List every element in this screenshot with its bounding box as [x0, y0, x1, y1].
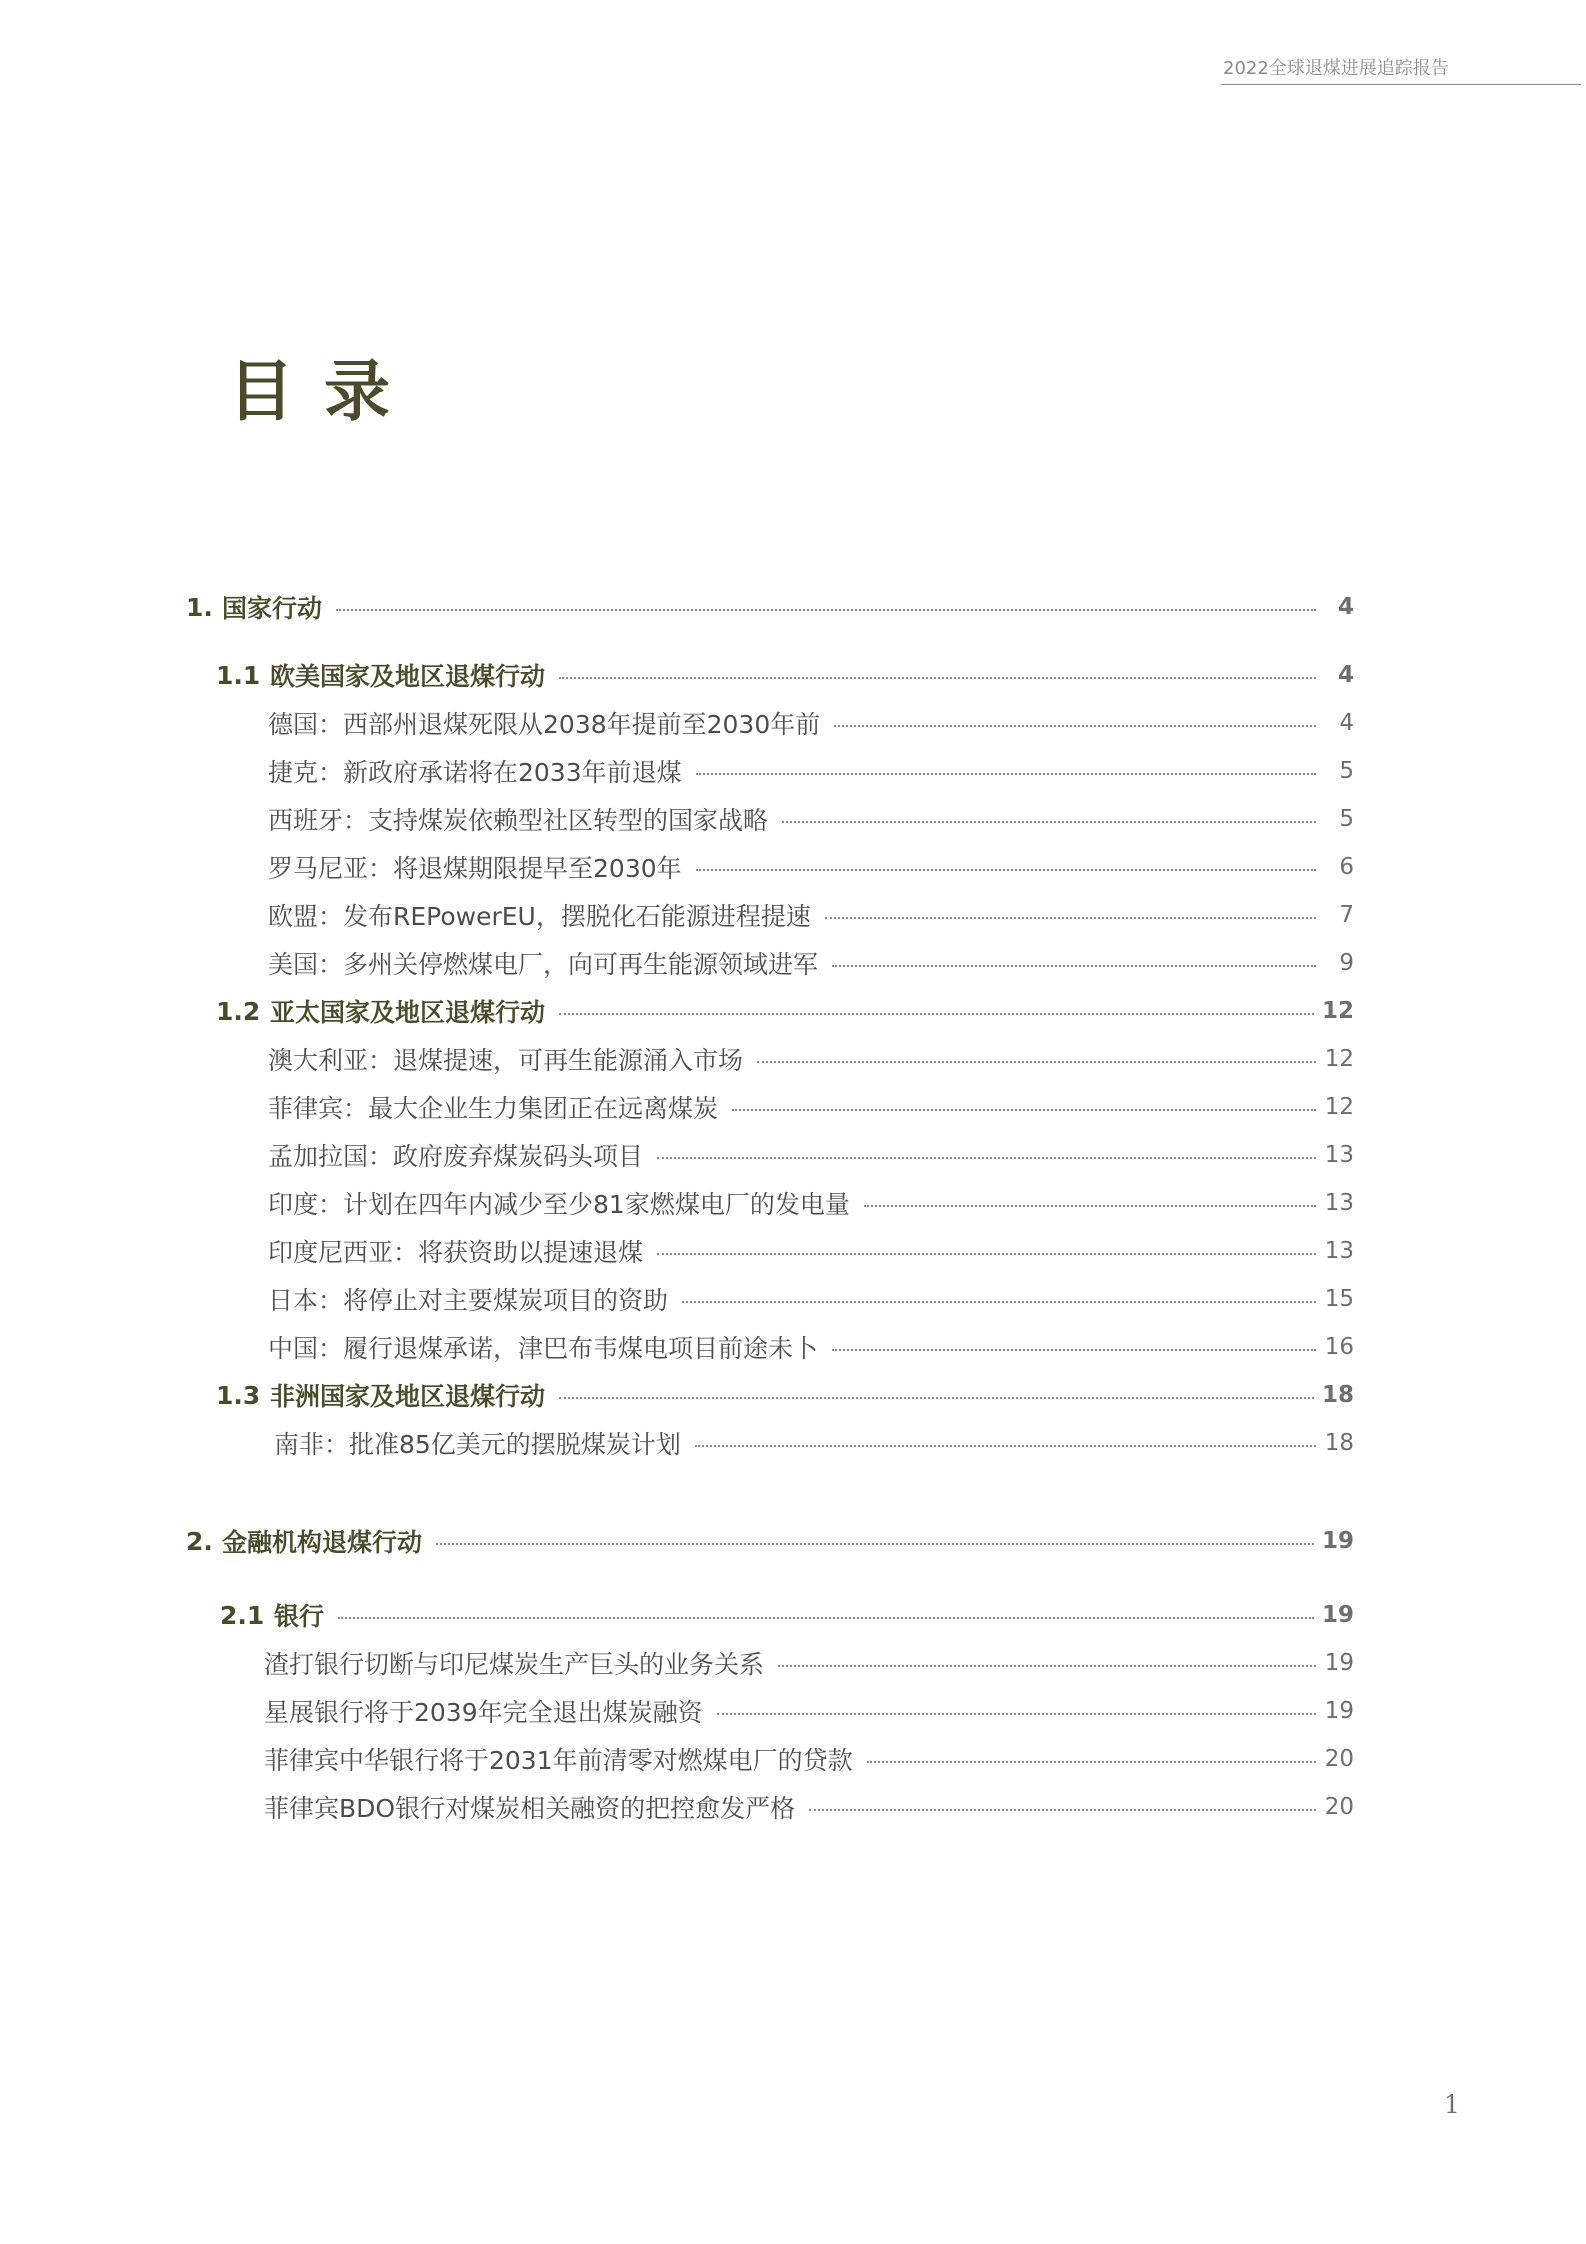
dot-leader [732, 1109, 1316, 1111]
dot-leader [825, 917, 1316, 919]
item-title: 日本：将停止对主要煤炭项目的资助 [268, 1286, 669, 1315]
page-ref: 6 [1339, 854, 1354, 880]
toc-entry-item[interactable] [268, 1231, 1354, 1271]
dot-leader [559, 677, 1316, 679]
item-title: 欧盟：发布REPowerEU，摆脱化石能源进程提速 [268, 902, 811, 931]
dot-leader [436, 1543, 1314, 1545]
item-title: 星展银行将于2039年完全退出煤炭融资 [264, 1698, 703, 1727]
toc-entry-subsection-1-3[interactable] [216, 1375, 1354, 1415]
page-ref: 4 [1337, 662, 1354, 688]
item-title: 澳大利亚：退煤提速，可再生能源涌入市场 [268, 1046, 744, 1075]
dot-leader [336, 609, 1316, 611]
dot-leader [832, 965, 1316, 967]
subsection-title: 银行 [274, 1602, 325, 1631]
subsection-number: 2.1 [220, 1600, 265, 1630]
page-ref: 5 [1339, 758, 1354, 784]
page-ref: 12 [1324, 1046, 1354, 1072]
dot-leader [864, 1205, 1316, 1207]
toc-entry-item[interactable] [268, 799, 1354, 839]
toc-entry-subsection-1-1[interactable] [216, 655, 1354, 695]
toc-entry-subsection-1-2[interactable] [216, 991, 1354, 1031]
dot-leader [682, 1301, 1316, 1303]
section-number: 2. [186, 1526, 213, 1556]
dot-leader [559, 1397, 1314, 1399]
toc-entry-item[interactable] [274, 1423, 1354, 1463]
page-ref: 4 [1339, 710, 1354, 736]
toc-heading: 目录 [228, 353, 420, 430]
page-ref: 12 [1321, 998, 1354, 1024]
page-ref: 16 [1324, 1334, 1354, 1360]
dot-leader [338, 1617, 1314, 1619]
toc-entry-item[interactable] [268, 1183, 1354, 1223]
item-title: 菲律宾：最大企业生力集团正在远离煤炭 [268, 1094, 719, 1123]
toc-entry-subsection-2-1[interactable] [220, 1595, 1354, 1635]
section-title: 国家行动 [222, 594, 323, 623]
page-ref: 5 [1339, 806, 1354, 832]
dot-leader [696, 869, 1316, 871]
dot-leader [657, 1253, 1316, 1255]
toc-entry-item[interactable] [268, 943, 1354, 983]
item-title: 德国：西部州退煤死限从2038年提前至2030年前 [268, 710, 821, 739]
section-number: 1. [186, 592, 213, 622]
dot-leader [757, 1061, 1316, 1063]
page-number: 1 [1444, 2090, 1460, 2119]
dot-leader [696, 773, 1316, 775]
dot-leader [782, 821, 1316, 823]
toc-entry-section-1[interactable] [186, 587, 1354, 627]
subsection-title: 欧美国家及地区退煤行动 [270, 662, 546, 691]
toc-entry-item[interactable] [268, 1039, 1354, 1079]
dot-leader [834, 725, 1316, 727]
page-ref: 4 [1337, 594, 1354, 620]
page-ref: 20 [1324, 1794, 1354, 1820]
page-ref: 15 [1324, 1286, 1354, 1312]
toc-entry-item[interactable] [264, 1643, 1354, 1683]
page-ref: 18 [1321, 1382, 1354, 1408]
page-ref: 7 [1339, 902, 1354, 928]
dot-leader [778, 1665, 1316, 1667]
toc-entry-item[interactable] [268, 895, 1354, 935]
toc-entry-section-2[interactable] [186, 1521, 1354, 1561]
page-ref: 13 [1324, 1190, 1354, 1216]
page-ref: 12 [1324, 1094, 1354, 1120]
item-title: 印度尼西亚：将获资助以提速退煤 [268, 1238, 644, 1267]
page-ref: 13 [1324, 1142, 1354, 1168]
page-ref: 19 [1324, 1698, 1354, 1724]
item-title: 菲律宾中华银行将于2031年前清零对燃煤电厂的贷款 [264, 1746, 853, 1775]
toc-entry-item[interactable] [268, 703, 1354, 743]
page-ref: 18 [1324, 1430, 1354, 1456]
toc-entry-item[interactable] [268, 1135, 1354, 1175]
dot-leader [559, 1013, 1314, 1015]
subsection-number: 1.3 [216, 1380, 261, 1410]
item-title: 渣打银行切断与印尼煤炭生产巨头的业务关系 [264, 1650, 765, 1679]
subsection-title: 亚太国家及地区退煤行动 [270, 998, 546, 1027]
page-ref: 19 [1324, 1650, 1354, 1676]
toc-entry-item[interactable] [264, 1739, 1354, 1779]
toc-entry-item[interactable] [268, 1327, 1354, 1367]
dot-leader [657, 1157, 1316, 1159]
toc-entry-item[interactable] [264, 1691, 1354, 1731]
item-title: 印度：计划在四年内减少至少81家燃煤电厂的发电量 [268, 1190, 850, 1219]
page-ref: 19 [1321, 1528, 1354, 1554]
page-ref: 13 [1324, 1238, 1354, 1264]
report-title: 2022全球退煤进展追踪报告 [1223, 58, 1449, 79]
subsection-title: 非洲国家及地区退煤行动 [270, 1382, 546, 1411]
item-title: 孟加拉国：政府废弃煤炭码头项目 [268, 1142, 644, 1171]
item-title: 南非：批准85亿美元的摆脱煤炭计划 [274, 1430, 681, 1459]
item-title: 美国：多州关停燃煤电厂，向可再生能源领域进军 [268, 950, 819, 979]
subsection-number: 1.1 [216, 660, 261, 690]
item-title: 罗马尼亚：将退煤期限提早至2030年 [268, 854, 682, 883]
toc-entry-item[interactable] [268, 1087, 1354, 1127]
toc-entry-item[interactable] [264, 1787, 1354, 1827]
dot-leader [809, 1809, 1316, 1811]
section-title: 金融机构退煤行动 [222, 1528, 423, 1557]
toc-entry-item[interactable] [268, 1279, 1354, 1319]
subsection-number: 1.2 [216, 996, 261, 1026]
page-ref: 9 [1339, 950, 1354, 976]
item-title: 中国：履行退煤承诺，津巴布韦煤电项目前途未卜 [268, 1334, 819, 1363]
item-title: 西班牙：支持煤炭依赖型社区转型的国家战略 [268, 806, 769, 835]
page-ref: 20 [1324, 1746, 1354, 1772]
page-ref: 19 [1321, 1602, 1354, 1628]
item-title: 菲律宾BDO银行对煤炭相关融资的把控愈发严格 [264, 1794, 796, 1823]
dot-leader [717, 1713, 1316, 1715]
toc-entry-item[interactable] [268, 751, 1354, 791]
toc-entry-item[interactable] [268, 847, 1354, 887]
dot-leader [867, 1761, 1316, 1763]
dot-leader [695, 1445, 1316, 1447]
dot-leader [832, 1349, 1316, 1351]
item-title: 捷克：新政府承诺将在2033年前退煤 [268, 758, 682, 787]
